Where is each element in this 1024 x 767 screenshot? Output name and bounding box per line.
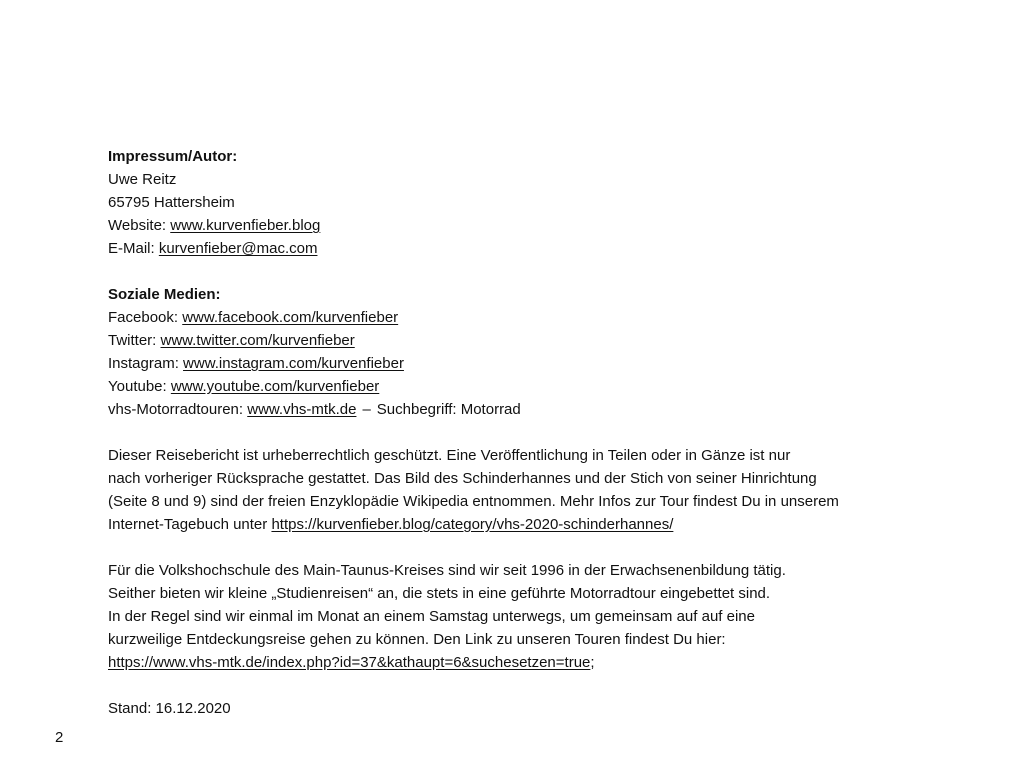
facebook-label: Facebook: — [108, 309, 183, 326]
social-heading: Soziale Medien: — [108, 286, 221, 303]
instagram-label: Instagram: — [108, 355, 184, 372]
blog-category-link[interactable]: https://kurvenfieber.blog/category/vhs-2020-schinderhannes/ — [271, 516, 674, 533]
email-label: E-Mail: — [108, 240, 159, 257]
email-link[interactable]: kurvenfieber@mac.com — [158, 240, 318, 257]
spacer — [108, 536, 968, 559]
vhs-info-line: kurzweilige Entdeckungsreise gehen zu können. Den Link zu unseren Touren findest Du hier: — [108, 631, 726, 648]
twitter-label: Twitter: — [108, 332, 161, 349]
impressum-heading: Impressum/Autor: — [108, 148, 238, 165]
youtube-label: Youtube: — [108, 378, 171, 395]
spacer — [108, 674, 968, 697]
website-line — [108, 214, 968, 237]
author-name: Uwe Reitz — [108, 171, 177, 188]
copyright-line: Dieser Reisebericht ist urheberrechtlich geschützt. Eine Veröffentlichung in Teilen oder in Gänze ist nur — [108, 447, 791, 464]
instagram-line — [108, 352, 968, 375]
youtube-line — [108, 375, 968, 398]
twitter-line — [108, 329, 968, 352]
vhs-info-line: In der Regel sind wir einmal im Monat an einem Samstag unterwegs, um gemeinsam auf auf eine — [108, 608, 755, 625]
vhs-info-line: Für die Volkshochschule des Main-Taunus-Kreises sind wir seit 1996 in der Erwachsenenbildung tätig. — [108, 562, 786, 579]
dash-separator: – — [362, 401, 371, 418]
youtube-link[interactable]: www.youtube.com/kurvenfieber — [170, 378, 380, 395]
vhs-label: vhs-Motorradtouren: — [108, 401, 248, 418]
blog-prefix: Internet-Tagebuch unter — [108, 516, 272, 533]
instagram-link[interactable]: www.instagram.com/kurvenfieber — [183, 355, 404, 372]
copyright-line: (Seite 8 und 9) sind der freien Enzyklopädie Wikipedia entnommen. Mehr Infos zur Tour findest Du in unserem — [108, 493, 839, 510]
twitter-link[interactable]: www.twitter.com/kurvenfieber — [160, 332, 355, 349]
stand-date: Stand: 16.12.2020 — [108, 700, 231, 717]
vhs-line — [108, 398, 968, 421]
website-label: Website: — [108, 217, 171, 234]
spacer — [108, 421, 968, 444]
copyright-last-line — [108, 513, 968, 536]
vhs-suffix: Suchbegriff: Motorrad — [376, 401, 521, 418]
facebook-line — [108, 306, 968, 329]
author-city: 65795 Hattersheim — [108, 194, 235, 211]
vhs-link[interactable]: www.vhs-mtk.de — [247, 401, 357, 418]
link-suffix: ; — [590, 654, 595, 671]
vhs-tours-line — [108, 651, 968, 674]
vhs-info-line: Seither bieten wir kleine „Studienreisen“ an, die stets in eine geführte Motorradtour eingebettet sind. — [108, 585, 771, 602]
facebook-link[interactable]: www.facebook.com/kurvenfieber — [182, 309, 399, 326]
website-link[interactable]: www.kurvenfieber.blog — [170, 217, 321, 234]
spacer — [108, 260, 968, 283]
page-number: 2 — [55, 729, 64, 746]
document-body — [108, 145, 968, 720]
email-line — [108, 237, 968, 260]
vhs-tours-link[interactable]: https://www.vhs-mtk.de/index.php?id=37&kathaupt=6&suchesetzen=true — [108, 654, 591, 671]
copyright-line: nach vorheriger Rücksprache gestattet. Das Bild des Schinderhannes und der Stich von seiner Hinrichtung — [108, 470, 817, 487]
